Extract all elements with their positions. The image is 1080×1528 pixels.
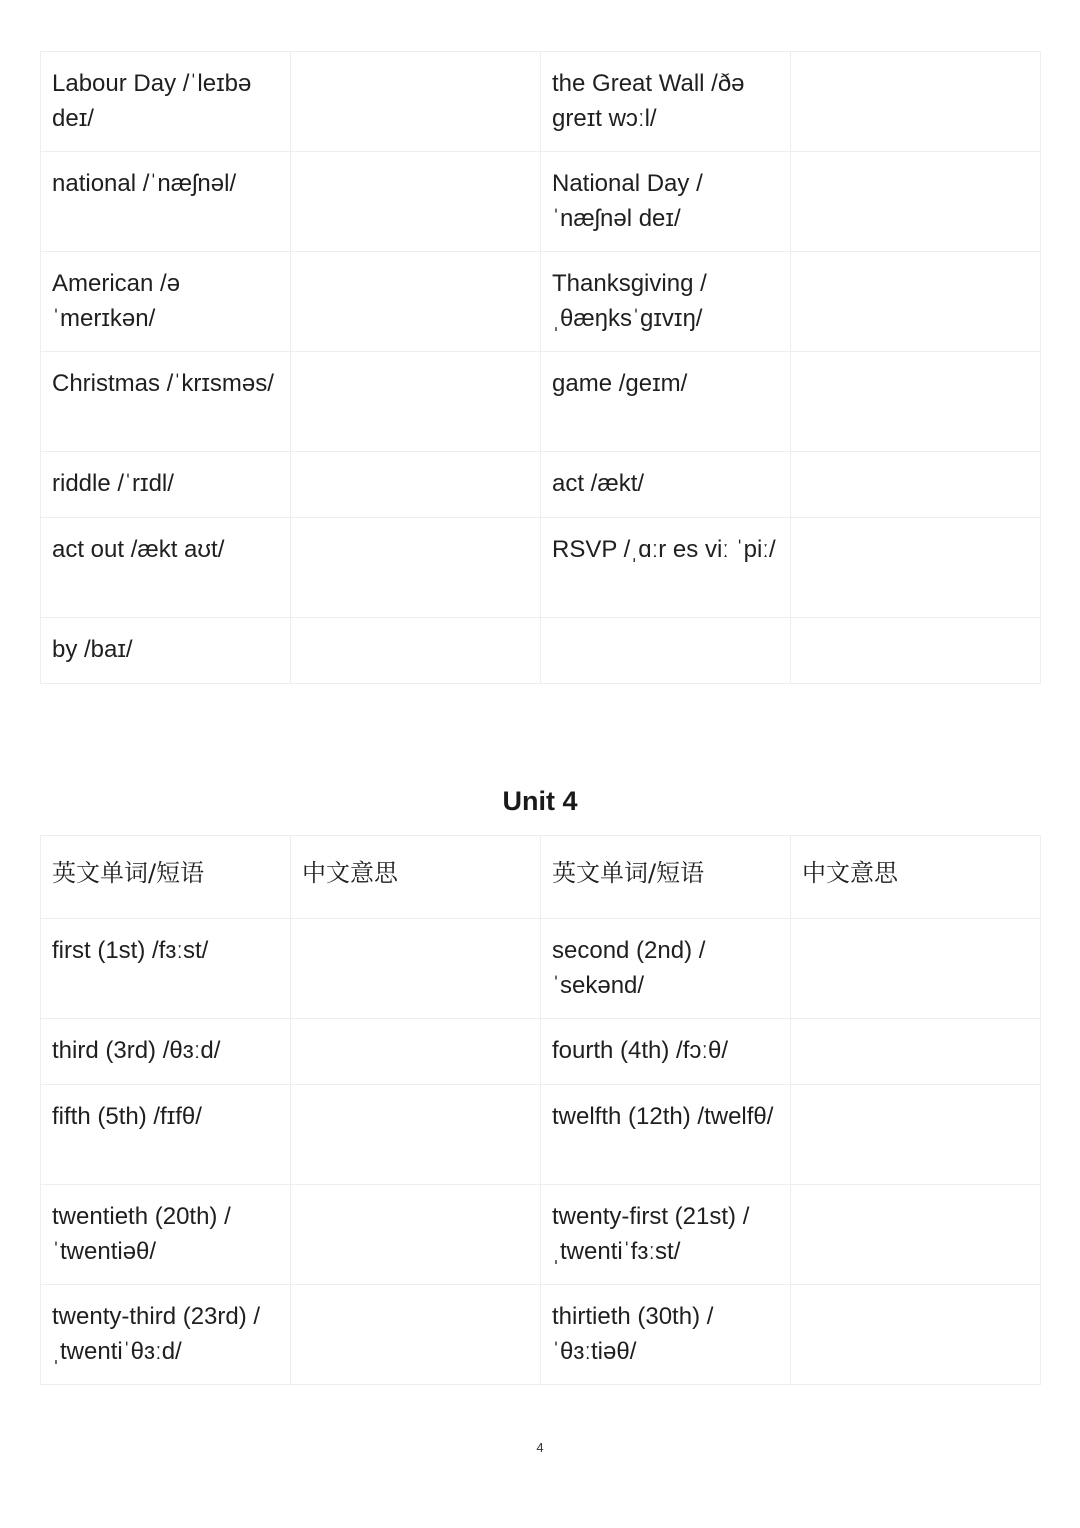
meaning-cell [791, 518, 1041, 618]
meaning-cell [291, 518, 541, 618]
header-english-term: 英文单词/短语 [41, 836, 291, 919]
meaning-cell [291, 618, 541, 684]
term-cell: Christmas /ˈkrɪsməs/ [41, 352, 291, 452]
table-row [41, 452, 1041, 518]
meaning-cell [291, 1285, 541, 1385]
term-cell: third (3rd) /θɜːd/ [41, 1019, 291, 1085]
term-cell: game /ɡeɪm/ [541, 352, 791, 452]
meaning-cell [791, 152, 1041, 252]
term-cell: RSVP /ˌɑːr es viː ˈpiː/ [541, 518, 791, 618]
table-row [41, 252, 1041, 352]
meaning-cell [791, 1019, 1041, 1085]
term-cell: twentieth (20th) /ˈtwentiəθ/ [41, 1185, 291, 1285]
term-cell: riddle /ˈrɪdl/ [41, 452, 291, 518]
meaning-cell [791, 919, 1041, 1019]
meaning-cell [791, 252, 1041, 352]
table-row [41, 152, 1041, 252]
meaning-cell [291, 1085, 541, 1185]
term-cell [541, 618, 791, 684]
meaning-cell [291, 452, 541, 518]
table-header-row [41, 836, 1041, 919]
term-cell: American /əˈmerɪkən/ [41, 252, 291, 352]
meaning-cell [291, 1019, 541, 1085]
term-cell: fifth (5th) /fɪfθ/ [41, 1085, 291, 1185]
vocab-table-unit4 [40, 835, 1041, 1385]
meaning-cell [291, 152, 541, 252]
table-row [41, 52, 1041, 152]
term-cell: second (2nd) /ˈsekənd/ [541, 919, 791, 1019]
term-cell: Thanksgiving /ˌθæŋksˈɡɪvɪŋ/ [541, 252, 791, 352]
term-cell: National Day /ˈnæʃnəl deɪ/ [541, 152, 791, 252]
unit-title: Unit 4 [502, 786, 578, 816]
table-row [41, 618, 1041, 684]
meaning-cell [791, 1085, 1041, 1185]
table-row [41, 919, 1041, 1019]
term-cell: thirtieth (30th) /ˈθɜːtiəθ/ [541, 1285, 791, 1385]
meaning-cell [791, 352, 1041, 452]
term-cell: the Great Wall /ðə ɡreɪt wɔːl/ [541, 52, 791, 152]
meaning-cell [791, 452, 1041, 518]
vocab-table-unit3 [40, 51, 1041, 684]
table-row [41, 1019, 1041, 1085]
meaning-cell [791, 618, 1041, 684]
meaning-cell [791, 52, 1041, 152]
meaning-cell [291, 1185, 541, 1285]
meaning-cell [291, 252, 541, 352]
meaning-cell [791, 1185, 1041, 1285]
term-cell: by /baɪ/ [41, 618, 291, 684]
term-cell: first (1st) /fɜːst/ [41, 919, 291, 1019]
table-row [41, 352, 1041, 452]
term-cell: twelfth (12th) /twelfθ/ [541, 1085, 791, 1185]
term-cell: fourth (4th) /fɔːθ/ [541, 1019, 791, 1085]
meaning-cell [291, 352, 541, 452]
meaning-cell [791, 1285, 1041, 1385]
header-chinese-meaning: 中文意思 [791, 836, 1041, 919]
page-number: 4 [536, 1440, 544, 1455]
meaning-cell [291, 52, 541, 152]
table-row [41, 1185, 1041, 1285]
term-cell: act /ækt/ [541, 452, 791, 518]
term-cell: twenty-third (23rd) /ˌtwentiˈθɜːd/ [41, 1285, 291, 1385]
table-row [41, 518, 1041, 618]
term-cell: national /ˈnæʃnəl/ [41, 152, 291, 252]
table-row [41, 1085, 1041, 1185]
term-cell: act out /ækt aʊt/ [41, 518, 291, 618]
term-cell: Labour Day /ˈleɪbə deɪ/ [41, 52, 291, 152]
table-row [41, 1285, 1041, 1385]
header-chinese-meaning: 中文意思 [291, 836, 541, 919]
term-cell: twenty-first (21st) /ˌtwentiˈfɜːst/ [541, 1185, 791, 1285]
meaning-cell [291, 919, 541, 1019]
header-english-term: 英文单词/短语 [541, 836, 791, 919]
